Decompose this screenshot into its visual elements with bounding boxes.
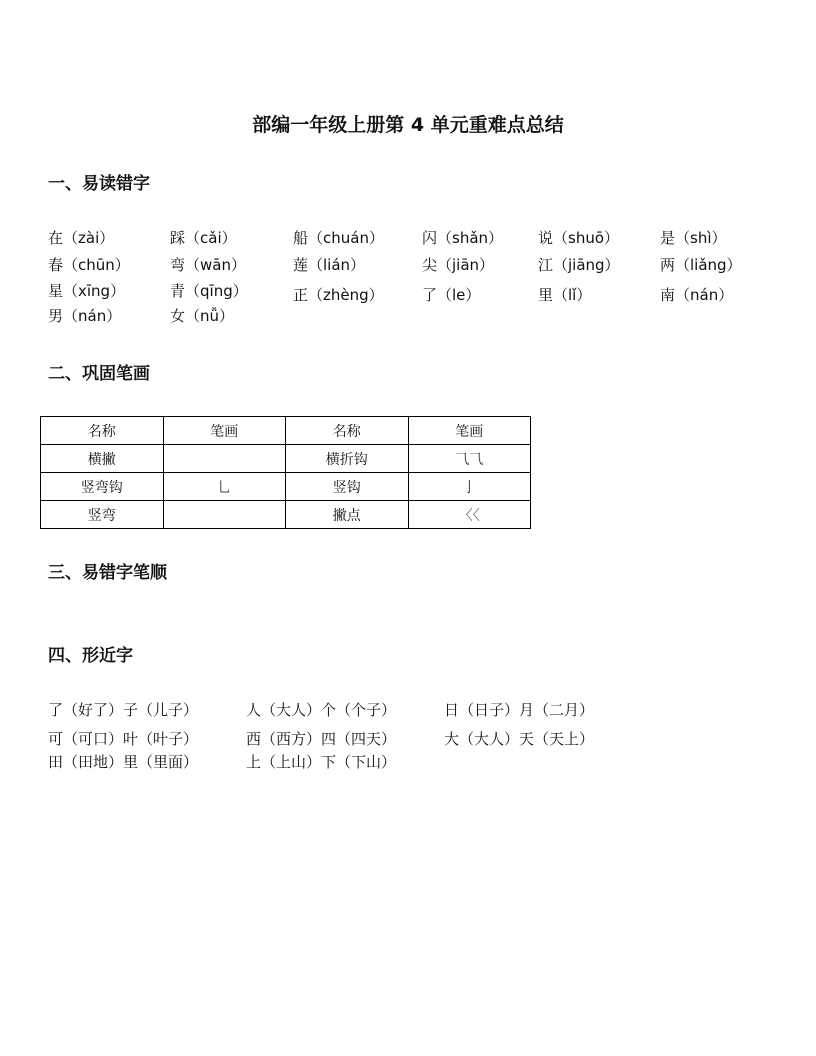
list-item: 田（田地）里（里面）	[48, 753, 199, 771]
section-heading-similar-chars: 四、形近字	[48, 646, 133, 666]
stroke-glyph-cell: ⺄⺄	[408, 445, 531, 473]
list-item: 尖（jiān）	[422, 256, 495, 274]
table-row	[41, 445, 531, 473]
section-heading-stroke-order: 三、易错字笔顺	[48, 563, 167, 583]
list-item: 里（lǐ）	[538, 286, 592, 304]
list-item: 男（nán）	[48, 307, 122, 325]
list-item: 女（nǚ）	[170, 307, 235, 325]
list-item: 人（大人）个（个子）	[246, 701, 397, 719]
list-item: 弯（wān）	[170, 256, 246, 274]
column-header: 名称	[286, 417, 409, 445]
stroke-glyph-cell: 乚	[163, 473, 286, 501]
stroke-glyph-cell	[163, 501, 286, 529]
table-cell: 横折钩	[286, 445, 409, 473]
table-header-row	[41, 417, 531, 445]
column-header: 名称	[41, 417, 164, 445]
list-item: 莲（lián）	[293, 256, 366, 274]
table-cell: 撇点	[286, 501, 409, 529]
list-item: 闪（shǎn）	[422, 229, 504, 247]
column-header: 笔画	[408, 417, 531, 445]
list-item: 说（shuō）	[538, 229, 620, 247]
stroke-glyph-cell: 亅	[408, 473, 531, 501]
list-item: 了（le）	[422, 286, 481, 304]
list-item: 船（chuán）	[293, 229, 384, 247]
list-item: 西（西方）四（四天）	[246, 730, 397, 748]
page-title: 部编一年级上册第 4 单元重难点总结	[252, 114, 564, 136]
list-item: 在（zài）	[48, 229, 115, 247]
list-item: 两（liǎng）	[660, 256, 742, 274]
list-item: 江（jiāng）	[538, 256, 620, 274]
list-item: 正（zhèng）	[293, 286, 384, 304]
section-heading-strokes: 二、巩固笔画	[48, 364, 150, 384]
list-item: 大（大人）天（天上）	[444, 730, 595, 748]
table-row	[41, 501, 531, 529]
list-item: 是（shì）	[660, 229, 727, 247]
list-item: 踩（cǎi）	[170, 229, 237, 247]
list-item: 南（nán）	[660, 286, 734, 304]
table-row	[41, 473, 531, 501]
strokes-table	[40, 416, 531, 529]
list-item: 春（chūn）	[48, 256, 130, 274]
stroke-glyph-cell	[163, 445, 286, 473]
table-cell: 横撇	[41, 445, 164, 473]
column-header: 笔画	[163, 417, 286, 445]
stroke-glyph-cell: 〈〈	[408, 501, 531, 529]
table-cell: 竖弯钩	[41, 473, 164, 501]
section-heading-easy-misread: 一、易读错字	[48, 174, 150, 194]
list-item: 上（上山）下（下山）	[246, 753, 397, 771]
list-item: 星（xīng）	[48, 282, 126, 300]
list-item: 了（好了）子（儿子）	[48, 701, 199, 719]
table-cell: 竖钩	[286, 473, 409, 501]
list-item: 青（qīng）	[170, 282, 248, 300]
list-item: 日（日子）月（二月）	[444, 701, 595, 719]
list-item: 可（可口）叶（叶子）	[48, 730, 199, 748]
table-cell: 竖弯	[41, 501, 164, 529]
